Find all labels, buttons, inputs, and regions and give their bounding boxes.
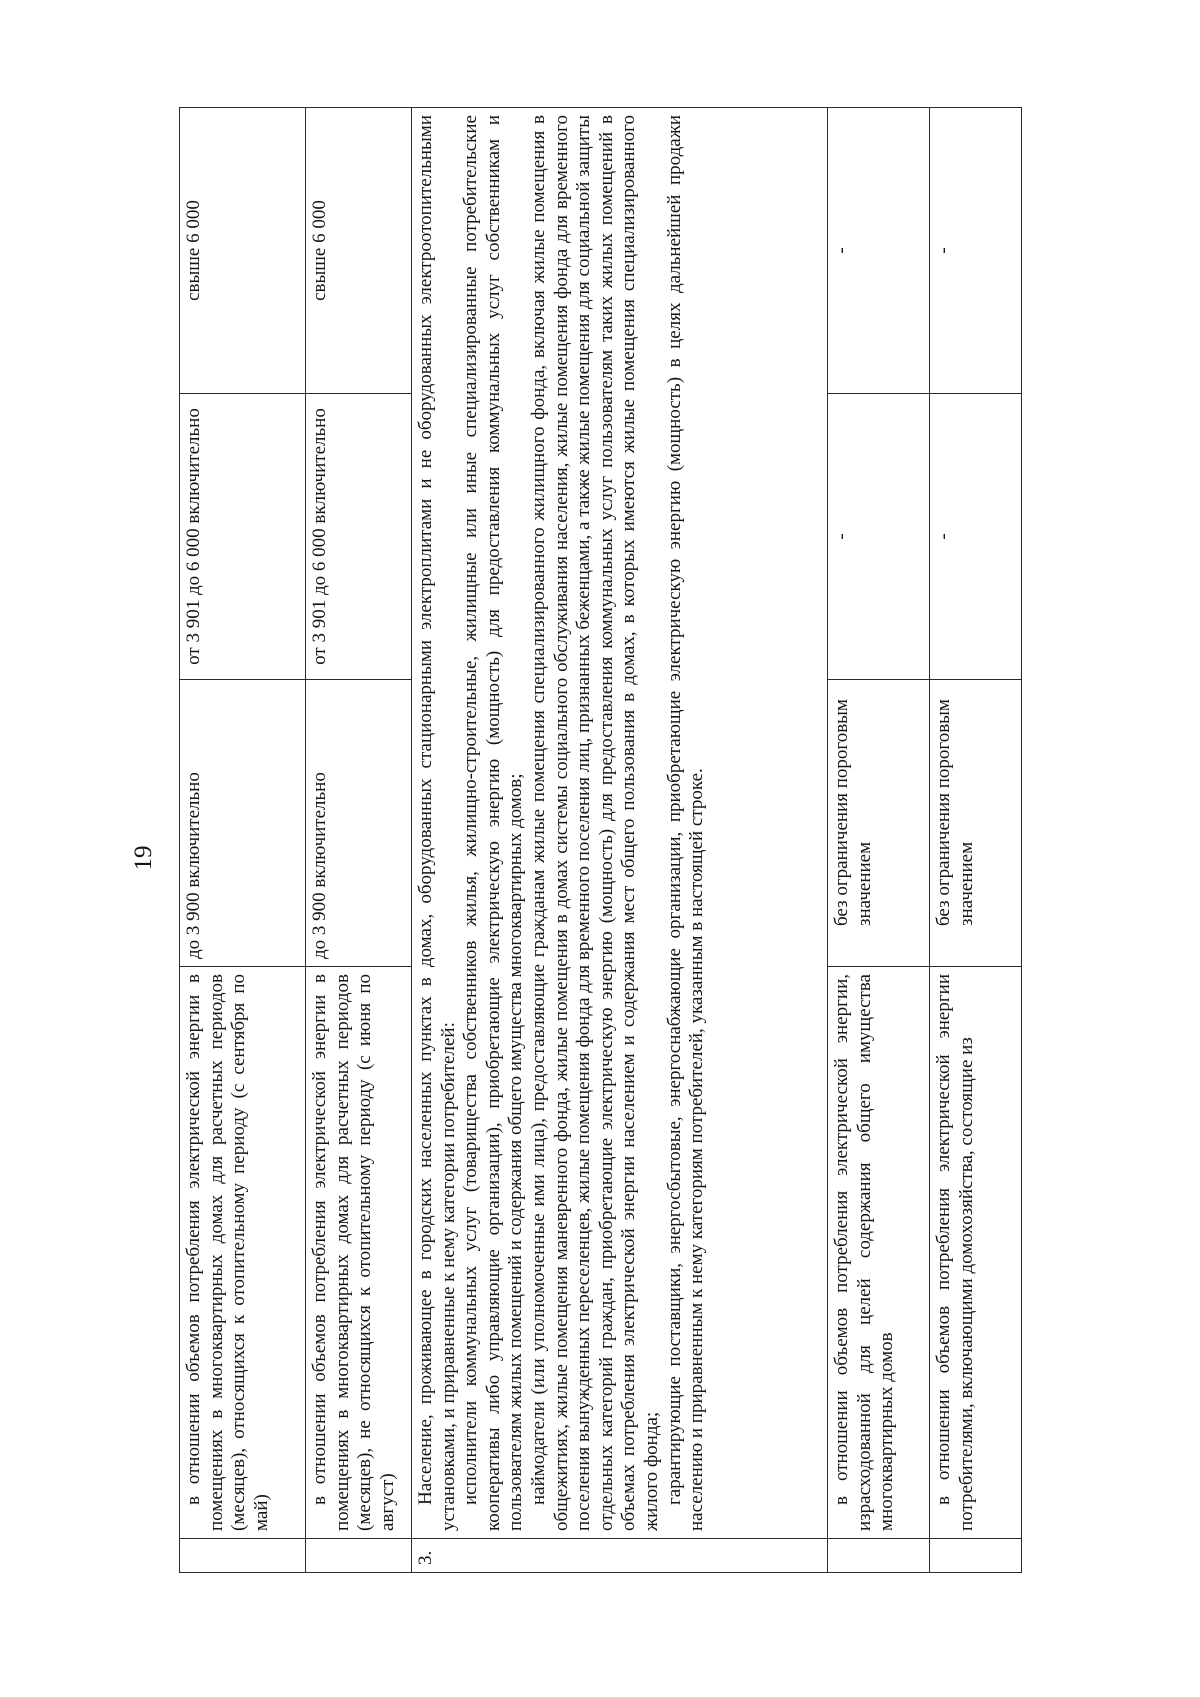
limit-cell: без ограничения пороговым значением (828, 680, 930, 967)
section-number: 3. (412, 1539, 828, 1573)
range-cell: от 3 901 до 6 000 включительно (306, 394, 412, 680)
range-cell: - (828, 394, 930, 680)
section-paragraph: исполнители коммунальных услуг (товарищества собственников жилья, жилищно-строительные, жилищные или иные специализированные потребительские кооперативы либо управляющие организации), приобретающие электрическую энергию (мощность) для предоставления коммунальных услуг собственникам и пользователям жилых помещений и содержания общего имущества многоквартирных домов; (460, 115, 527, 1531)
range-cell: свыше 6 000 (180, 108, 306, 394)
range-cell: от 3 901 до 6 000 включительно (180, 394, 306, 680)
row-description: в отношении объемов потребления электрической энергии в помещениях в многоквартирных домах для расчетных периодов (месяцев), не относящихся к отопительному периоду (с июня по август) (306, 967, 412, 1539)
table-row (930, 108, 1022, 1573)
range-cell: - (828, 108, 930, 394)
row-number-cell (828, 1539, 930, 1573)
table-row (828, 108, 930, 1573)
row-description: в отношении объемов потребления электрической энергии потребителями, включающими домохозяйства, состоящие из (930, 967, 1022, 1539)
range-cell: до 3 900 включительно (306, 680, 412, 967)
range-cell: до 3 900 включительно (180, 680, 306, 967)
page-number: 19 (130, 845, 157, 871)
range-cell: свыше 6 000 (306, 108, 412, 394)
section-paragraph: наймодатели (или уполномоченные ими лица), предоставляющие гражданам жилые помещения специализированного жилищного фонда, включая жилые помещения в общежитиях, жилые помещения маневренного фонда, жилые помещения в домах системы социального обслуживания населения, жилые помещения фонда для временного поселения вынужденных переселенцев, жилые помещения фонда для временного поселения лиц, признанных беженцами, а также жилые помещения для социальной защиты отдельных категорий граждан, приобретающие электрическую энергию (мощность) для предоставления коммунальных услуг пользователям таких жилых помещений в объемах потребления электрической энергии населением и содержания мест общего пользования в домах, в которых имеются жилые помещения специализированного жилого фонда; (528, 115, 663, 1531)
section-paragraph: гарантирующие поставщики, энергосбытовые, энергоснабжающие организации, приобретающие электрическую энергию (мощность) в целях дальнейшей продажи населению и приравненным к нему категориям потребителей, указанным в настоящей строке. (663, 115, 708, 1531)
row-number-cell (306, 1539, 412, 1573)
table-row (412, 108, 828, 1573)
row-description: в отношении объемов потребления электрической энергии, израсходованной для целей содержания общего имущества многоквартирных домов (828, 967, 930, 1539)
section-paragraph: Население, проживающее в городских населенных пунктах в домах, оборудованных стационарными электроплитами и не оборудованных электроотопительными установками, и приравненные к нему категории потребителей: (415, 115, 459, 1531)
rotated-table-container (179, 108, 1021, 1573)
range-cell: - (930, 108, 1022, 394)
row-number-cell (930, 1539, 1022, 1573)
limit-cell: без ограничения пороговым значением (930, 680, 1022, 967)
tariff-table (179, 107, 1022, 1573)
table-row (306, 108, 412, 1573)
row-description: в отношении объемов потребления электрической энергии в помещениях в многоквартирных домах для расчетных периодов (месяцев), относящихся к отопительному периоду (с сентября по май) (180, 967, 306, 1539)
section-text (412, 108, 828, 1539)
table-row (180, 108, 306, 1573)
range-cell: - (930, 394, 1022, 680)
row-number-cell (180, 1539, 306, 1573)
